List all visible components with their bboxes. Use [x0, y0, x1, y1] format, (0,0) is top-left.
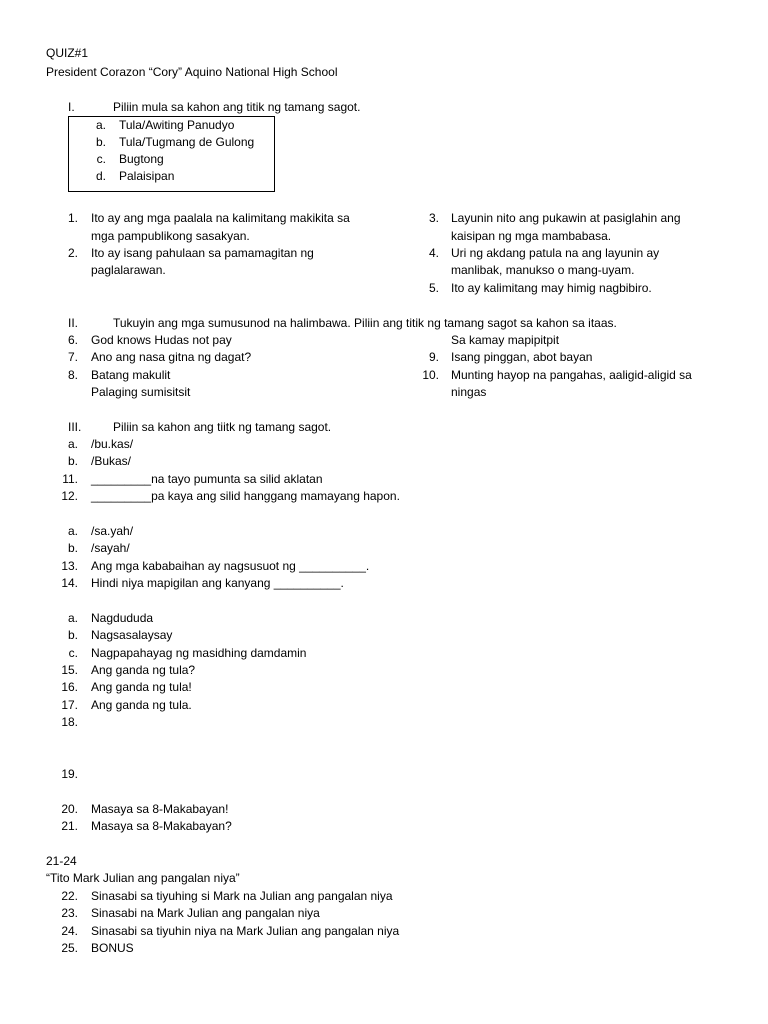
question-text: Batang makulit: [91, 368, 171, 382]
question-text: mga pampublikong sasakyan.: [91, 229, 250, 243]
question-number: 24.: [61, 924, 78, 938]
question-number: 1.: [67, 211, 78, 225]
question-text: Ito ay kalimitang may himig nagbibiro.: [451, 281, 652, 295]
question-number: 20.: [61, 802, 78, 816]
choice-text: Palaisipan: [119, 169, 175, 183]
part2-instruction: Tukuyin ang mga sumusunod na halimbawa. Piliin ang titik ng tamang sagot sa kahon sa itaas.: [113, 316, 617, 330]
choice-letter: d.: [95, 169, 106, 183]
question-text: _________na tayo pumunta sa silid aklatan: [91, 472, 323, 486]
question-number: 12.: [61, 489, 78, 503]
question-number: 18.: [61, 715, 78, 729]
question-text: Ito ay isang pahulaan sa pamamagitan ng: [91, 246, 314, 260]
section-quote: “Tito Mark Julian ang pangalan niya”: [46, 871, 240, 885]
choice-letter: c.: [96, 152, 106, 166]
list-label: b.: [67, 628, 78, 642]
question-text: BONUS: [91, 941, 134, 955]
question-text: Sa kamay mapipitpit: [451, 333, 560, 347]
question-number: 4.: [428, 246, 439, 260]
question-number: 15.: [61, 663, 78, 677]
section-range: 21-24: [46, 854, 77, 868]
question-text: Ang ganda ng tula!: [91, 680, 192, 694]
list-label: c.: [68, 646, 78, 660]
question-number: 21.: [61, 819, 78, 833]
question-number: 16.: [61, 680, 78, 694]
question-number: 9.: [428, 350, 439, 364]
question-text: Ito ay ang mga paalala na kalimitang makikita sa: [91, 211, 350, 225]
question-text: Ang ganda ng tula.: [91, 698, 192, 712]
question-text: paglalarawan.: [91, 263, 166, 277]
question-text: Munting hayop na pangahas, aaligid-aligid sa: [451, 368, 692, 382]
question-number: 6.: [67, 333, 78, 347]
question-number: 17.: [61, 698, 78, 712]
question-number: 8.: [67, 368, 78, 382]
list-text: /Bukas/: [91, 454, 132, 468]
list-text: /sayah/: [91, 541, 130, 555]
list-label: a.: [67, 611, 78, 625]
part1-instruction: Piliin mula sa kahon ang titik ng tamang sagot.: [113, 100, 361, 114]
question-number: 11.: [62, 472, 78, 486]
part3-instruction: Piliin sa kahon ang tiitk ng tamang sagot.: [113, 420, 332, 434]
question-number: 22.: [61, 889, 78, 903]
list-label: b.: [67, 541, 78, 555]
quiz-title: QUIZ#1: [46, 46, 89, 60]
list-label: a.: [67, 437, 78, 451]
question-text: Masaya sa 8-Makabayan?: [91, 819, 232, 833]
question-text: Palaging sumisitsit: [91, 385, 191, 399]
question-text: Ang mga kababaihan ay nagsusuot ng __________.: [91, 559, 370, 573]
list-text: Nagsasalaysay: [91, 628, 173, 642]
question-text: Masaya sa 8-Makabayan!: [91, 802, 229, 816]
question-number: 14.: [61, 576, 78, 590]
part2-roman: II.: [68, 316, 79, 330]
question-number: 5.: [428, 281, 439, 295]
question-text: Ano ang nasa gitna ng dagat?: [91, 350, 252, 364]
part1-roman: I.: [68, 100, 75, 114]
question-text: _________pa kaya ang silid hanggang mamayang hapon.: [91, 489, 400, 503]
question-number: 19.: [61, 767, 78, 781]
question-text: Sinasabi sa tiyuhing si Mark na Julian ang pangalan niya: [91, 889, 393, 903]
question-text: Sinasabi na Mark Julian ang pangalan niya: [91, 906, 320, 920]
list-label: a.: [67, 524, 78, 538]
question-text: Uri ng akdang patula na ang layunin ay: [451, 246, 660, 260]
list-text: /bu.kas/: [91, 437, 134, 451]
question-text: Hindi niya mapigilan ang kanyang __________.: [91, 576, 344, 590]
choice-letter: a.: [95, 118, 106, 132]
question-text: ningas: [451, 385, 487, 399]
choice-text: Tula/Awiting Panudyo: [119, 118, 235, 132]
question-text: Ang ganda ng tula?: [91, 663, 196, 677]
question-number: 3.: [428, 211, 439, 225]
part3-roman: III.: [68, 420, 82, 434]
question-text: kaisipan ng mga mambabasa.: [451, 229, 612, 243]
question-number: 10.: [422, 368, 439, 382]
school-name: President Corazon “Cory” Aquino National High School: [46, 65, 338, 79]
list-text: Nagdududa: [91, 611, 154, 625]
question-text: Sinasabi sa tiyuhin niya na Mark Julian ang pangalan niya: [91, 924, 400, 938]
list-text: Nagpapahayag ng masidhing damdamin: [91, 646, 307, 660]
choice-letter: b.: [95, 135, 106, 149]
question-number: 23.: [61, 906, 78, 920]
question-number: 2.: [67, 246, 78, 260]
list-text: /sa.yah/: [91, 524, 134, 538]
choice-text: Bugtong: [119, 152, 164, 166]
choice-text: Tula/Tugmang de Gulong: [119, 135, 255, 149]
question-text: God knows Hudas not pay: [91, 333, 232, 347]
question-number: 7.: [67, 350, 78, 364]
question-text: Isang pinggan, abot bayan: [451, 350, 593, 364]
question-number: 25.: [61, 941, 78, 955]
question-number: 13.: [61, 559, 78, 573]
list-label: b.: [67, 454, 78, 468]
question-text: Layunin nito ang pukawin at pasiglahin ang: [451, 211, 681, 225]
question-text: manlibak, manukso o mang-uyam.: [451, 263, 635, 277]
